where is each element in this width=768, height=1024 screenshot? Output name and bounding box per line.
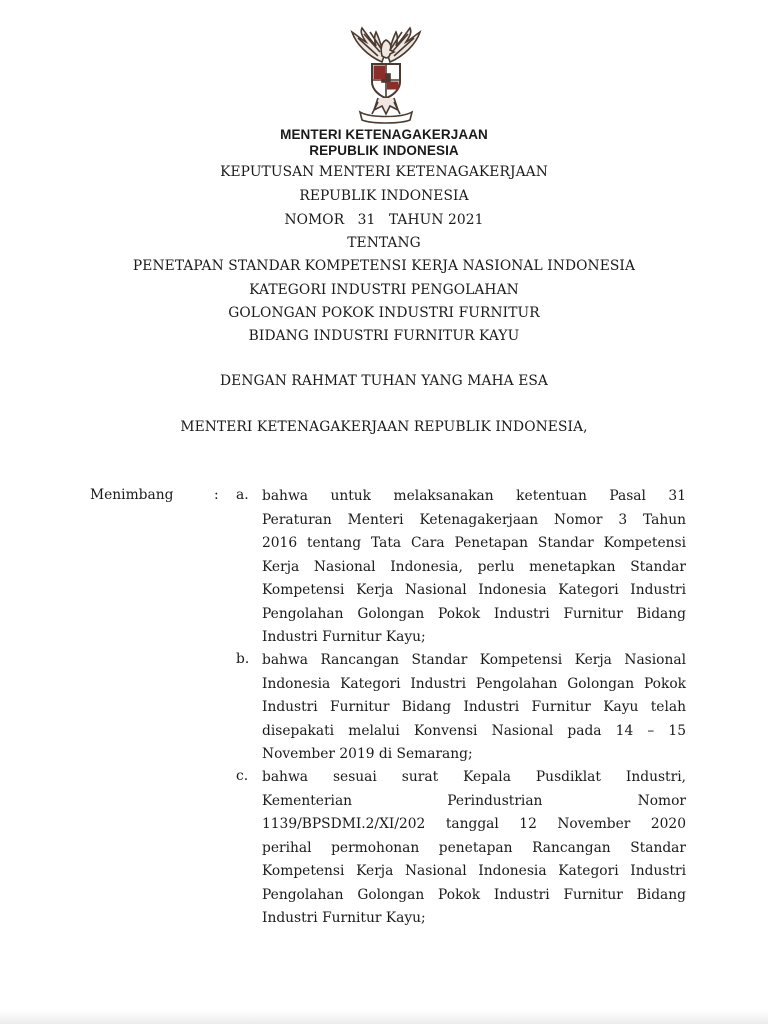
item-b-letter: b. — [236, 651, 250, 667]
item-c-line: bahwa sesuai surat Kepala Pusdiklat Industri, — [262, 769, 686, 785]
decree-subject-line4: BIDANG INDUSTRI FURNITUR KAYU — [248, 328, 520, 344]
decree-about: TENTANG — [347, 235, 421, 251]
considering-label: Menimbang — [90, 487, 174, 503]
item-b-text — [262, 649, 686, 767]
item-a-line: Industri Furnitur Kayu; — [262, 629, 426, 645]
item-c-line: Industri Furnitur Kayu; — [262, 910, 426, 926]
authority-line: MENTERI KETENAGAKERJAAN REPUBLIK INDONESIA, — [180, 419, 588, 435]
ministry-name-line1: MENTERI KETENAGAKERJAAN — [280, 127, 488, 142]
item-b-line: November 2019 di Semarang; — [262, 746, 473, 762]
garuda-emblem-icon — [338, 26, 434, 126]
item-a-line: 2016 tentang Tata Cara Penetapan Standar Kompetensi — [262, 535, 686, 551]
decree-title-line2: REPUBLIK INDONESIA — [299, 188, 469, 204]
item-a-text — [262, 485, 686, 650]
item-c-line: 1139/BPSDMI.2/XI/202 tanggal 12 November 2020 — [262, 816, 686, 832]
item-c-line: Kompetensi Kerja Nasional Indonesia Kategori Industri — [262, 863, 686, 879]
item-c-letter: c. — [236, 768, 249, 784]
item-a-letter: a. — [236, 487, 249, 503]
item-c-line: perihal permohonan penetapan Rancangan Standar — [262, 839, 686, 856]
item-c-line: Kementerian Perindustrian Nomor — [262, 792, 686, 809]
decree-title-line1: KEPUTUSAN MENTERI KETENAGAKERJAAN — [220, 164, 548, 180]
item-a-line: Peraturan Menteri Ketenagakerjaan Nomor 3 Tahun — [262, 511, 686, 528]
item-c-text — [262, 766, 686, 931]
item-a-line: Kompetensi Kerja Nasional Indonesia Kategori Industri — [262, 582, 686, 598]
invocation: DENGAN RAHMAT TUHAN YANG MAHA ESA — [220, 373, 548, 389]
item-b-line: disepakati melalui Konvensi Nasional pada 14 – 15 — [262, 722, 686, 739]
decree-subject-line1: PENETAPAN STANDAR KOMPETENSI KERJA NASIONAL INDONESIA — [132, 258, 636, 274]
item-b-line: Industri Furnitur Bidang Industri Furnitur Kayu telah — [262, 699, 686, 715]
item-c-line: Pengolahan Golongan Pokok Industri Furnitur Bidang — [262, 886, 686, 903]
page-bottom-edge — [0, 1010, 768, 1024]
decree-subject-line2: KATEGORI INDUSTRI PENGOLAHAN — [249, 282, 519, 298]
item-a-line: Kerja Nasional Indonesia, perlu menetapkan Standar — [262, 558, 686, 575]
decree-subject-line3: GOLONGAN POKOK INDUSTRI FURNITUR — [228, 305, 540, 321]
item-b-line: bahwa Rancangan Standar Kompetensi Kerja Nasional — [262, 652, 686, 668]
considering-colon: : — [214, 487, 219, 503]
item-a-line: bahwa untuk melaksanakan ketentuan Pasal 31 — [262, 488, 686, 504]
item-a-line: Pengolahan Golongan Pokok Industri Furnitur Bidang — [262, 605, 686, 622]
decree-number: NOMOR 31 TAHUN 2021 — [284, 212, 484, 228]
ministry-name-line2: REPUBLIK INDONESIA — [309, 143, 459, 158]
item-b-line: Indonesia Kategori Industri Pengolahan Golongan Pokok — [262, 675, 686, 692]
